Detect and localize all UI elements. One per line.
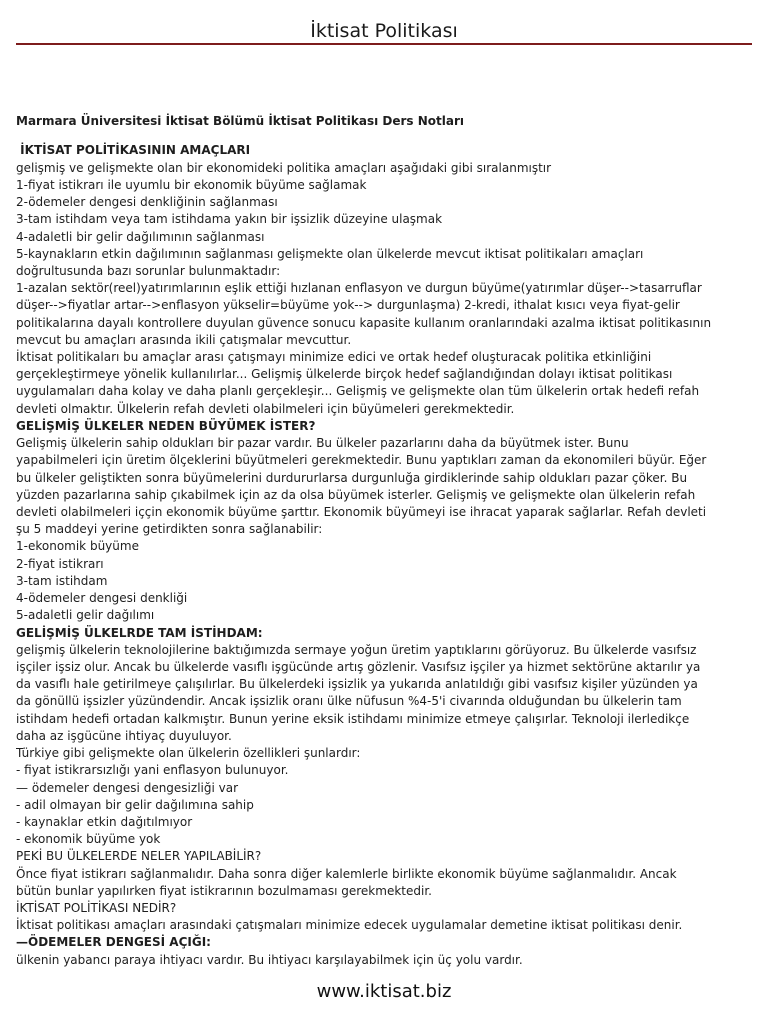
text-line: PEKİ BU ÜLKELERDE NELER YAPILABİLİR?	[16, 849, 262, 864]
text-line: Gelişmiş ülkelerin sahip oldukları bir pazar vardır. Bu ülkeler pazarlarını daha da büyütmek ister. Bunu	[16, 436, 629, 451]
text-line: yapabilmeleri için üretim ölçeklerini büyütmeleri gerekmektedir. Bunu yaptıkları zaman da ekonomileri büyür. Eğer	[16, 453, 707, 468]
text-line: 4-adaletli bir gelir dağılımının sağlanması	[16, 229, 265, 244]
text-line: İktisat politikaları bu amaçlar arası çatışmayı minimize edici ve ortak hedef oluşturacak politika etkinliğini	[16, 350, 652, 365]
text-line: — ödemeler dengesi dengesizliği var	[16, 780, 239, 795]
text-line: devleti olmaktır. Ülkelerin refah devleti olabilmeleri için büyümeleri gerekmektedir.	[16, 401, 515, 416]
text-line: daha az işgücüne ihtiyaç duyuluyor.	[16, 728, 232, 743]
text-line: 4-ödemeler dengesi denkliği	[16, 591, 188, 606]
text-line: 5-adaletli gelir dağılımı	[16, 608, 155, 623]
text-line: uygulamaları daha kolay ve daha planlı gerçekleşir... Gelişmiş ve gelişmekte olan tüm ülkelerin ortak hedefi refah	[16, 384, 700, 399]
text-line: - fiyat istikrarsızlığı yani enflasyon bulunuyor.	[16, 763, 289, 778]
text-line: doğrultusunda bazı sorunlar bulunmaktadır:	[16, 263, 281, 278]
page-title: İktisat Politikası	[310, 20, 458, 42]
section-heading: —ÖDEMELER DENGESİ AÇIĞI:	[16, 935, 211, 950]
text-line: İktisat politikası amaçları arasındaki çatışmaları minimize edecek uygulamalar demetine iktisat politikası denir.	[16, 918, 683, 933]
text-line: yüzden pazarlarına sahip çıkabilmek için az da olsa büyümek isterler. Gelişmiş ve gelişmekte olan ülkelerin refah	[16, 487, 696, 502]
section-heading: Marmara Üniversitesi İktisat Bölümü İktisat Politikası Ders Notları	[16, 113, 464, 128]
section-heading: İKTİSAT POLİTİKASININ AMAÇLARI	[16, 143, 251, 158]
text-line: gelişmiş ve gelişmekte olan bir ekonomideki politika amaçları aşağıdaki gibi sıralanmıştır	[16, 160, 552, 175]
text-line: İKTİSAT POLİTİKASI NEDİR?	[16, 901, 177, 916]
text-line: 2-ödemeler dengesi denkliğinin sağlanması	[16, 195, 278, 210]
footer-website: www.iktisat.biz	[316, 981, 452, 1002]
text-line: gerçekleştirmeye yönelik kullanılırlar... Gelişmiş ülkelerde birçok hedef sağlandığından dolayı iktisat politikası	[16, 367, 673, 382]
text-line: 1-fiyat istikrarı ile uyumlu bir ekonomik büyüme sağlamak	[16, 177, 367, 192]
text-line: 3-tam istihdam veya tam istihdama yakın bir işsizlik düzeyine ulaşmak	[16, 212, 443, 227]
header-divider	[16, 43, 752, 45]
section-heading: GELİŞMİŞ ÜLKELER NEDEN BÜYÜMEK İSTER?	[16, 418, 316, 433]
section-heading: GELİŞMİŞ ÜLKELRDE TAM İSTİHDAM:	[16, 625, 263, 640]
text-line: 5-kaynakların etkin dağılımının sağlanması gelişmekte olan ülkelerde mevcut iktisat politikaları amaçları	[16, 246, 644, 261]
text-line: Türkiye gibi gelişmekte olan ülkelerin özellikleri şunlardır:	[16, 746, 361, 761]
text-line: 3-tam istihdam	[16, 573, 108, 588]
text-line: istihdam hedefi ortadan kalkmıştır. Bunun yerine eksik istihdamı minimize etmeye çalışırlar. Teknoloji ilerledikçe	[16, 711, 690, 726]
text-line: - kaynaklar etkin dağıtılmıyor	[16, 814, 193, 829]
text-line: - ekonomik büyüme yok	[16, 832, 161, 847]
text-line: işçiler işsiz olur. Ancak bu ülkelerde vasıflı işgücünde artış gözlenir. Vasıfsız işçiler ya hizmet sektörüne aktarılır ya	[16, 659, 701, 674]
text-line: bütün bunlar yapılırken fiyat istikrarının bozulmaması gerekmektedir.	[16, 883, 432, 898]
text-line: ülkenin yabancı paraya ihtiyacı vardır. Bu ihtiyacı karşılayabilmek için üç yolu vardır.	[16, 952, 523, 967]
text-line: - adil olmayan bir gelir dağılımına sahip	[16, 797, 254, 812]
text-line: şu 5 maddeyi yerine getirdikten sonra sağlanabilir:	[16, 522, 323, 537]
text-line: Önce fiyat istikrarı sağlanmalıdır. Daha sonra diğer kalemlerle birlikte ekonomik büyüme sağlanmalıdır. Ancak	[16, 866, 677, 881]
text-line: 1-ekonomik büyüme	[16, 539, 139, 554]
text-line: da gönüllü işsizler yüzündendir. Ancak işsizlik oranı ülke nüfusun %4-5'i civarında olduğundan bu ülkelerin tam	[16, 694, 682, 709]
text-line: bu ülkeler geliştikten sonra büyümelerini durdururlarsa durgunluğa girdiklerinde sahip oldukları pazar çöker. Bu	[16, 470, 688, 485]
text-line: gelişmiş ülkelerin teknolojilerine baktığımızda sermaye yoğun üretim yaptıklarını görüyoruz. Bu ülkelerde vasıfsız	[16, 642, 697, 657]
text-line: 2-fiyat istikrarı	[16, 556, 104, 571]
text-line: mevcut bu amaçları arasında ikili çatışmalar mevcuttur.	[16, 332, 352, 347]
text-line: da vasıflı hale getirilmeye çalışılırlar. Bu ülkelerdeki işsizlik ya yukarıda anlatıldığı gibi vasıfsız kişiler yüzünden ya	[16, 677, 698, 692]
text-line: devleti olabilmeleri iççin ekonomik büyüme şarttır. Ekonomik büyümeyi ise ihracat yaparak sağlarlar. Refah devleti	[16, 505, 707, 519]
text-line: 1-azalan sektör(reel)yatırımlarının eşlik ettiği hızlanan enflasyon ve durgun büyüme(yatırımlar düşer-->tasarruflar	[16, 281, 702, 296]
text-line: politikalarına dayalı kontrollere duyulan güvence sonucu kapasite kullanım oranlarındaki azalma iktisat politikasının	[16, 315, 712, 330]
text-line: düşer-->fiyatlar artar-->enflasyon yükselir=büyüme yok--> durgunlaşma) 2-kredi, ithalat kısıcı veya fiyat-gelir	[16, 298, 680, 313]
document-body	[16, 113, 752, 969]
